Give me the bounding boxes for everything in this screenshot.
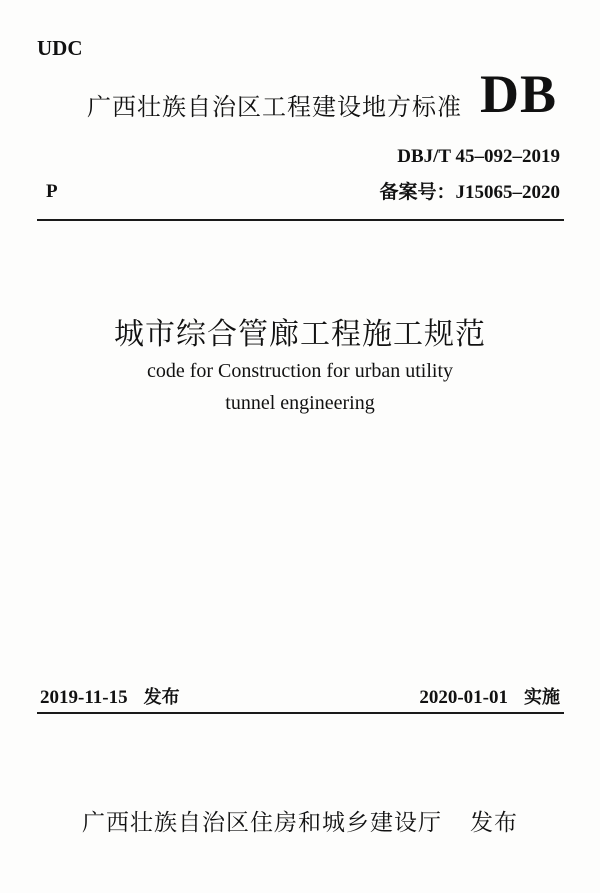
issue-date-block (40, 683, 180, 709)
db-mark: DB (480, 64, 558, 124)
implementation-date: 2020-01-01 (419, 687, 508, 708)
udc-label: UDC (37, 36, 83, 60)
issue-label: 发布 (143, 687, 180, 708)
issuer-block (0, 804, 600, 837)
bottom-divider (37, 712, 564, 714)
title-english-line-1: code for Construction for urban utility (146, 360, 454, 382)
issuer-action: 发布 (470, 810, 518, 836)
standard-category: 广西壮族自治区工程建设地方标准 (87, 93, 462, 121)
issue-date: 2019-11-15 (40, 687, 128, 708)
standard-number: DBJ/T 45–092–2019 (397, 146, 560, 167)
record-number: 备案号：J15065–2020 (379, 182, 560, 203)
implementation-date-block (419, 683, 560, 709)
top-divider (37, 219, 564, 221)
title-chinese: 城市综合管廊工程施工规范 (114, 317, 486, 352)
title-english-line-2: tunnel engineering (225, 392, 375, 414)
issuer-name: 广西壮族自治区住房和城乡建设厅 (82, 810, 442, 836)
classification-code: P (46, 181, 58, 202)
implementation-label: 实施 (524, 687, 560, 708)
